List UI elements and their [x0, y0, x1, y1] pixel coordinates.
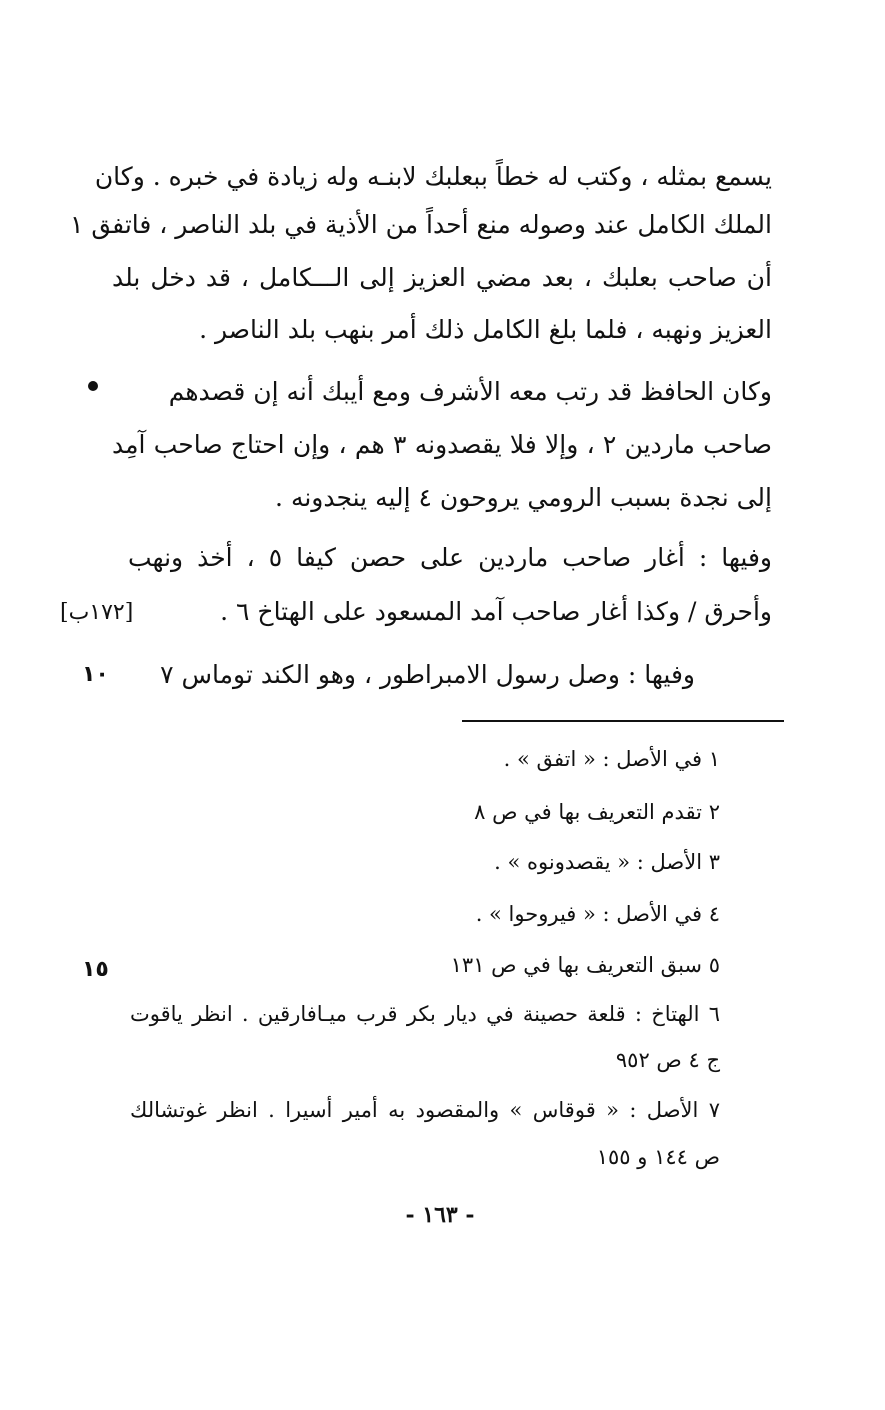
footnote-4: ٤ في الأصل : « فيروحوا » . — [475, 902, 720, 926]
footnote-7: ٧ الأصل : « قوقاس » والمقصود به أمير أسيرا . انظر غوتشالك — [130, 1098, 720, 1122]
footnote-6-continuation: ج ٤ ص ٩٥٢ — [615, 1048, 720, 1072]
manuscript-folio-ref: [١٧٢ب] — [60, 600, 134, 625]
text-line-2: الملك الكامل عند وصوله منع أحداً من الأذية في بلد الناصر ، فاتفق ١ — [69, 210, 772, 239]
footnote-separator — [462, 720, 784, 722]
paragraph-bullet — [88, 381, 98, 391]
footnote-3: ٣ الأصل : « يقصدونوه » . — [494, 850, 720, 874]
footnote-2: ٢ تقدم التعريف بها في ص ٨ — [474, 800, 720, 824]
line-number-15: ١٥ — [82, 957, 109, 982]
text-line-7: إلى نجدة بسبب الرومي يروحون ٤ إليه ينجدونه . — [275, 483, 772, 512]
text-line-3: أن صاحب بعلبك ، بعد مضي العزيز إلى الـــكامل ، قد دخل بلد — [112, 263, 772, 292]
text-line-1: يسمع بمثله ، وكتب له خطاً ببعلبك لابنـه وله زيادة في خبره . وكان — [94, 162, 772, 191]
text-line-5: وكان الحافظ قد رتب معه الأشرف ومع أيبك أنه إن قصدهم — [168, 377, 772, 406]
text-line-6: صاحب ماردين ٢ ، وإلا فلا يقصدونه ٣ هم ، وإن احتاج صاحب آمِد — [112, 430, 772, 459]
footnote-1: ١ في الأصل : « اتفق » . — [503, 747, 720, 771]
footnote-7-continuation: ص ١٤٤ و ١٥٥ — [596, 1145, 720, 1169]
text-line-4: العزيز ونهبه ، فلما بلغ الكامل ذلك أمر بنهب بلد الناصر . — [199, 315, 772, 344]
text-line-9: وأحرق / وكذا أغار صاحب آمد المسعود على الهتاخ ٦ . — [220, 597, 772, 626]
page-number: - ١٦٣ - — [405, 1202, 475, 1228]
footnote-6: ٦ الهتاخ : قلعة حصينة في ديار بكر قرب ميـافارقين . انظر ياقوت — [130, 1002, 720, 1026]
line-number-10: ١٠ — [82, 662, 109, 687]
footnote-5: ٥ سبق التعريف بها في ص ١٣١ — [450, 953, 720, 977]
text-line-10: وفيها : وصل رسول الامبراطور ، وهو الكند توماس ٧ — [160, 660, 695, 689]
text-line-8: وفيها : أغار صاحب ماردين على حصن كيفا ٥ ، أخذ ونهب — [128, 543, 772, 572]
